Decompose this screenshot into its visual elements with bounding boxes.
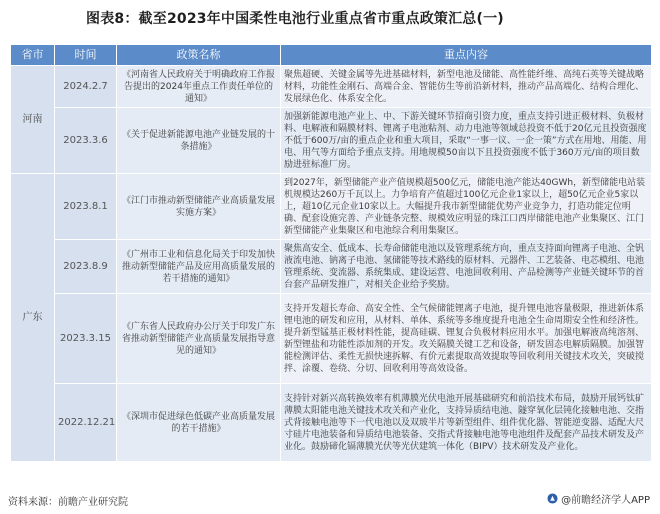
header-date: 时间 [55, 45, 117, 66]
source-note: 资料来源：前瞻产业研究院 [8, 497, 128, 508]
policy-name-cell: 《关于促进新能源电池产业链发展的十条措施》 [117, 108, 281, 174]
date-cell: 2022.12.21 [55, 384, 117, 462]
header-province: 省市 [11, 45, 55, 66]
header-key-content: 重点内容 [281, 45, 652, 66]
content-cell: 聚焦超硬、关键金属等先进基础材料，新型电池及储能、高性能纤维、高纯石英等关键战略材料，功能性金刚石、高端合金、智能仿生等前沿新材料，推动产品高端化、结构合理化、发展绿色化、体系安全化。 [281, 66, 652, 108]
policy-name-cell: 《河南省人民政府关于明确政府工作报告提出的2024年重点工作责任单位的通知》 [117, 66, 281, 108]
brand-logo-icon [547, 493, 558, 504]
table-row [11, 108, 652, 174]
policy-name-cell: 《广州市工业和信息化局关于印发加快推动新型储能产品及应用高质量发展的若干措施的通知》 [117, 240, 281, 294]
date-cell: 2023.3.6 [55, 108, 117, 174]
table-row [11, 66, 652, 108]
table-row [11, 240, 652, 294]
content-cell: 加强新能源电池产业上、中、下游关键环节招商引资力度，重点支持引进正极材料、负极材料、电解液和隔膜材料、锂离子电池粘剂、动力电池等领域总投资不低于20亿元且投资强度不低于600万/亩的重点企业和重大项目，采取“一事一议、一企一策”方式在用地、用能、用电、用气等方面给予重点支持。用地规模50亩以下且投资强度不低于360万元/亩的项目数励进驻标准厂房。 [281, 108, 652, 174]
table-row [11, 384, 652, 462]
brand-label: @前瞻经济学人APP [561, 495, 650, 506]
policy-name-cell: 《广东省人民政府办公厅关于印发广东省推动新型储能产业高质量发展指导意见的通知》 [117, 294, 281, 384]
province-cell: 河南 [11, 66, 55, 174]
page-title: 图表8：截至2023年中国柔性电池行业重点省市重点政策汇总(一) [86, 11, 504, 27]
content-cell: 到2027年，新型储能产业产值规模超500亿元，储能电池产能达40GWh，新型储能电站装机规模达260万千瓦以上。力争培育产值超过100亿元企业1家以上，超50亿元企业5家以上，超10亿元企业10家以上。大幅提升我市新型储能优势产业竞争力，打造功能定位明确、配套设施完善、产业链条完整、规模效应明显的珠江口西岸储能电池产业集聚区、江门新型储能产业集聚区和电池综合利用集聚区。 [281, 174, 652, 240]
policy-table [10, 44, 652, 462]
date-cell: 2024.2.7 [55, 66, 117, 108]
table-row [11, 174, 652, 240]
table-header-row [11, 45, 652, 66]
date-cell: 2023.3.15 [55, 294, 117, 384]
table-row [11, 294, 652, 384]
policy-name-cell: 《深圳市促进绿色低碳产业高质量发展的若干措施》 [117, 384, 281, 462]
content-cell: 支持针对新兴高转换效率有机薄膜光伏电池开展基础研究和前沿技术布局，鼓励开展钙钛矿薄膜太阳能电池关键技术攻关和产业化，支持异质结电池、隧穿氧化层钝化接触电池、交指式背接触电池等下一代电池以及双玻半片等新型组件、组件优化器、智能逆变器、适配大尺寸硅片电池装备和异质结电池装备、交指式背接触电池等电池组件及配套产品技术研发及产业化。鼓励碲化镉薄膜光伏等光伏建筑一体化（BIPV）技术研发及产业化。 [281, 384, 652, 462]
province-cell: 广东 [11, 174, 55, 462]
brand-credit [547, 491, 650, 506]
policy-name-cell: 《江门市推动新型储能产业高质量发展实施方案》 [117, 174, 281, 240]
content-cell: 聚焦高安全、低成本、长寿命储能电池以及管理系统方向，重点支持面向锂离子电池、全钒液流电池、钠离子电池、氢储能等技术路线的原材料、元器件、工艺装备、电芯模组、电池管理系统、变流器、系统集成、建设运营、电池回收利用、产品检测等产业链关键环节的首台套产品研发推广，对相关企业给予奖励。 [281, 240, 652, 294]
date-cell: 2023.8.1 [55, 174, 117, 240]
date-cell: 2023.8.9 [55, 240, 117, 294]
content-cell: 支持开发超长寿命、高安全性、全气候储能锂离子电池，提升锂电池容量极限，推进新体系锂电池的研发和应用，从材料、单体、系统等多维度提升电池全生命周期安全性和经济性。提升新型锰基正极材料性能，提高硅碳、锂复合负极材料应用水平。加强电解液高纯溶剂、新型锂盐和功能性添加剂的开发。攻关隔膜关键工艺和设备，研发固态电解质隔膜。加强智能检测评估、柔性无损快速拆解、有价元素提取高效提取等回收利用关键技术攻关，突破搅拌、涂覆、卷绕、分切、回收利用等高效设备。 [281, 294, 652, 384]
header-policy-name: 政策名称 [117, 45, 281, 66]
